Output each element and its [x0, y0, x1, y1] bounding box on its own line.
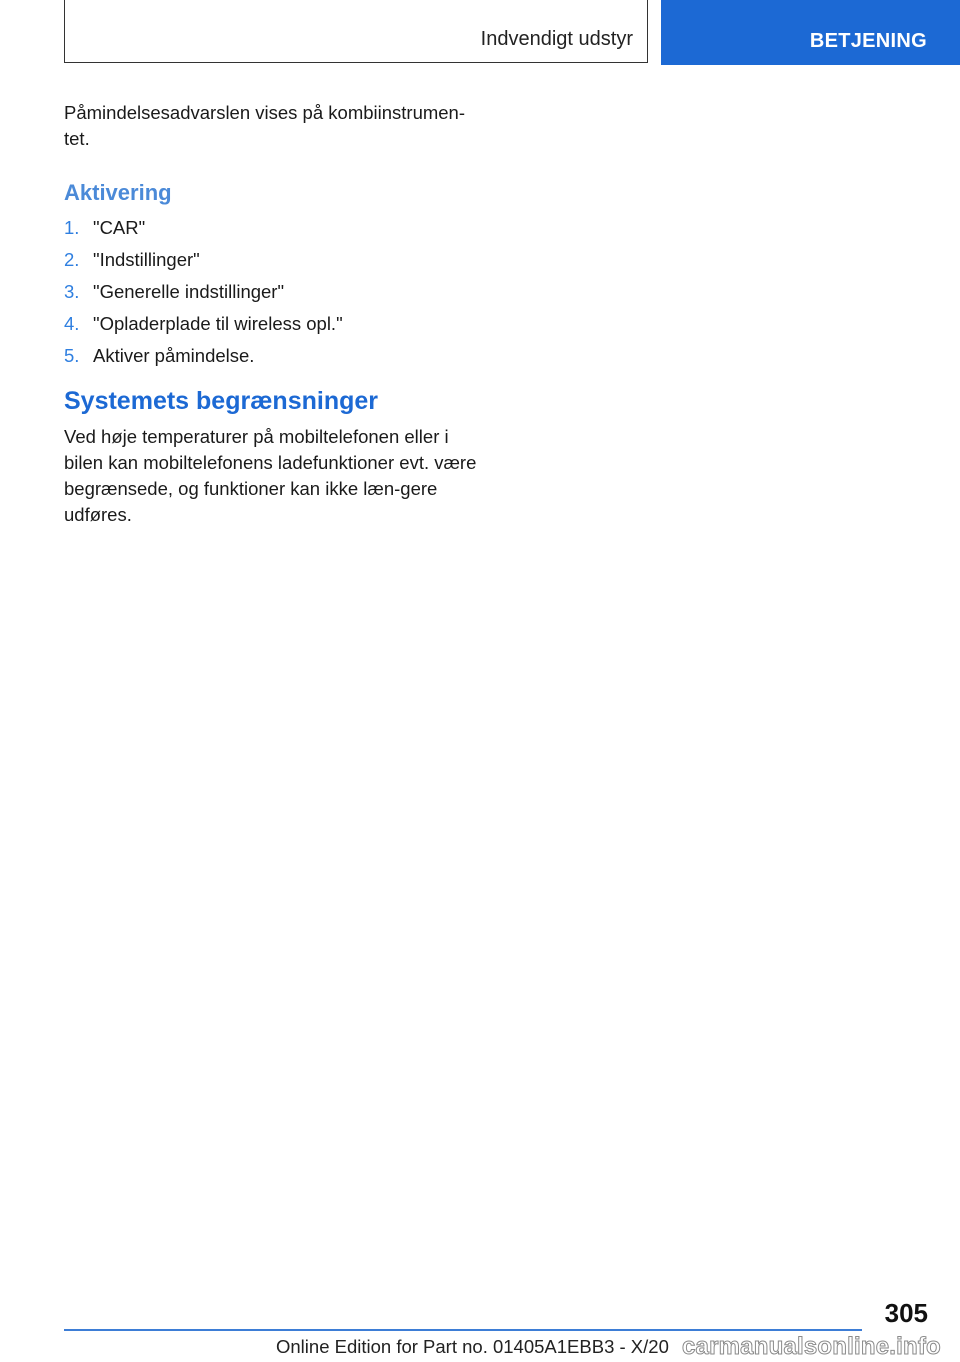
list-item: [64, 340, 484, 372]
chapter-tab: [661, 0, 960, 65]
step-number: 1.: [64, 217, 80, 238]
limits-heading: Systemets begrænsninger: [64, 387, 378, 415]
list-item: [64, 244, 484, 276]
step-number: 3.: [64, 281, 80, 302]
page-number: 305: [884, 1298, 928, 1328]
step-text: Aktiver påmindelse.: [93, 345, 255, 366]
list-item: [64, 212, 484, 244]
chapter-tab-label: BETJENING: [809, 30, 927, 52]
step-text: "Opladerplade til wireless opl.": [93, 313, 343, 334]
limits-paragraph: Ved høje temperaturer på mobiltelefonen eller i bilen kan mobiltelefonens ladefunktioner evt. være begrænsede, og funktioner kan ikke læn‐gere udføres.: [64, 426, 477, 525]
page-content: [64, 100, 484, 528]
step-number: 4.: [64, 313, 80, 334]
header-section-box: [64, 0, 648, 63]
step-text: "Generelle indstillinger": [93, 281, 285, 302]
edition-text: Online Edition for Part no. 01405A1EBB3 - X/20: [276, 1336, 669, 1357]
footer-divider: [64, 1329, 862, 1331]
step-text: "Indstillinger": [93, 249, 200, 270]
step-number: 5.: [64, 345, 80, 366]
watermark: carmanualsonline.info: [682, 1333, 941, 1360]
step-text: "CAR": [93, 217, 146, 238]
section-title: Indvendigt udstyr: [480, 28, 633, 50]
activation-heading: Aktivering: [64, 180, 172, 205]
list-item: [64, 308, 484, 340]
list-item: [64, 276, 484, 308]
step-number: 2.: [64, 249, 80, 270]
activation-steps: [64, 212, 484, 372]
intro-paragraph: Påmindelsesadvarslen vises på kombiinstrumen‐tet.: [64, 102, 466, 149]
